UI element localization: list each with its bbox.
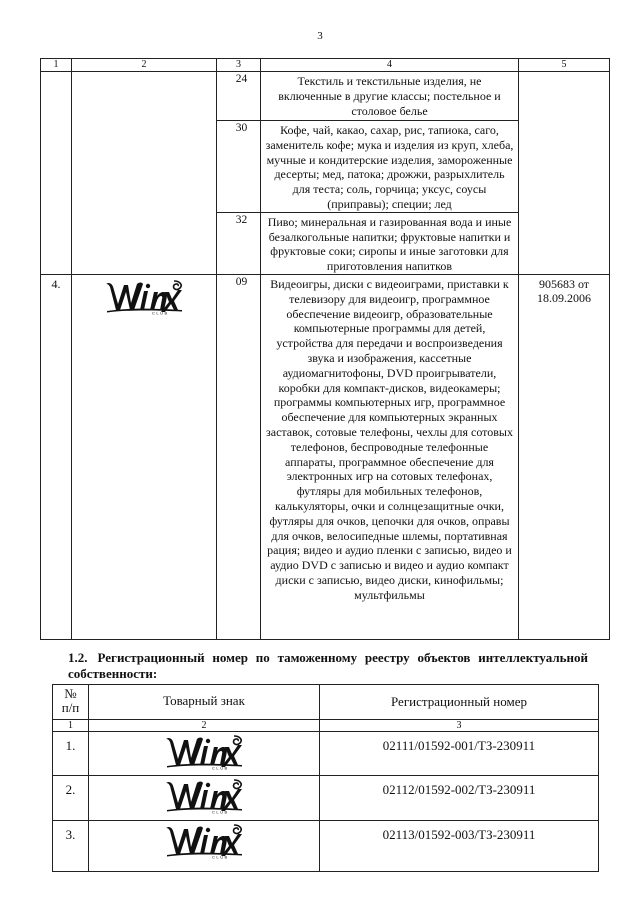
column-index: 2 [89, 720, 320, 732]
column-header-trademark: Товарный знак [89, 685, 320, 720]
section-heading [68, 650, 588, 682]
column-index: 1 [53, 720, 89, 732]
winx-club-logo-icon [164, 732, 244, 770]
trademark-cell [89, 776, 320, 821]
column-header-registration: Регистрационный номер [320, 685, 599, 720]
customs-registry-table [52, 684, 599, 872]
svg-text:CLUB: CLUB [212, 854, 229, 859]
registration-number: 905683 от [538, 276, 590, 291]
row-number-cell: 2. [53, 776, 89, 821]
goods-description: Видеоигры, диски с видеоиграми, приставки к телевизору для видеоигр, программное обеспечение видеоигр, образовательные компьютерные программы для детей, устройства для передачи и воспроизведения звука и изображения, кассетные аудиомагнитофоны, DVD проигрыватели, коробки для компакт-дисков, видеокамеры; программы компьютерных игр, программное обеспечение для компьютерных экранных заставок, сотовые телефоны, чехлы для сотовых телефонов, беспроводные телефонные аппараты, программное обеспечение для электронных игр на сотовых телефонах, футляры для мобильных телефонов, калькуляторы, очки и солнцезащитные очки, футляры для очков, цепочки для очков, оправы для очков, велосипедные шлемы, портативная рация; видео и аудио пленки с записью, видео и аудио DVD с записью и видео и аудио компакт диски с записью, видео диски, кинофильмы; мультфильмы [261, 274, 519, 639]
class-number: 32 [217, 212, 261, 274]
goods-description: Текстиль и текстильные изделия, не включенные в другие классы; постельное и столовое белье [261, 72, 519, 121]
column-header: 5 [519, 59, 610, 72]
registration-number-cell: 02111/01592-001/ТЗ-230911 [320, 732, 599, 776]
section-title-text: Регистрационный номер по таможенному реестру объектов интеллектуальной собственности: [68, 650, 588, 681]
header-num-line1: № [64, 686, 77, 701]
svg-text:CLUB: CLUB [212, 809, 229, 814]
goods-description: Пиво; минеральная и газированная вода и иные безалкогольные напитки; фруктовые напитки и фруктовые соки; сиропы и иные заготовки для приготовления напитков [261, 212, 519, 274]
table-row [53, 776, 599, 821]
column-header: 1 [41, 59, 72, 72]
column-header-number [53, 685, 89, 720]
registration-number-cell: 02112/01592-002/ТЗ-230911 [320, 776, 599, 821]
trademark-cell [89, 732, 320, 776]
winx-club-logo-icon [104, 277, 184, 315]
table-header-row [53, 685, 599, 720]
registration-number-cell: 02113/01592-003/ТЗ-230911 [320, 821, 599, 872]
class-number: 09 [217, 274, 261, 639]
column-header: 3 [217, 59, 261, 72]
table-row [41, 274, 610, 639]
class-number: 24 [217, 72, 261, 121]
column-header: 2 [72, 59, 217, 72]
winx-club-logo-icon [164, 776, 244, 814]
trademark-cell [89, 821, 320, 872]
registration-cell [519, 72, 610, 275]
winx-club-logo-icon [164, 821, 244, 859]
table-row [53, 732, 599, 776]
table-header-row [41, 59, 610, 72]
column-index: 3 [320, 720, 599, 732]
table-subheader-row [53, 720, 599, 732]
trademark-cell [72, 274, 217, 639]
svg-text:CLUB: CLUB [212, 765, 229, 770]
table-row [41, 72, 610, 121]
column-header: 4 [261, 59, 519, 72]
goods-description: Кофе, чай, какао, сахар, рис, тапиока, саго, заменитель кофе; мука и изделия из круп, хлеба, мучные и кондитерские изделия, замороженные десерты; мед, патока; дрожжи, разрыхлитель для теста; соль, горчица; уксус, соусы (приправы); специи; лед [261, 121, 519, 213]
row-number-cell [41, 72, 72, 275]
class-number: 30 [217, 121, 261, 213]
section-number: 1.2. [68, 650, 88, 665]
trademark-cell [72, 72, 217, 275]
table-row [53, 821, 599, 872]
row-number-cell: 1. [53, 732, 89, 776]
registration-cell [519, 274, 610, 639]
row-number-cell: 3. [53, 821, 89, 872]
registration-date: 18.09.2006 [537, 290, 591, 305]
page-number: 3 [317, 30, 323, 42]
goods-classes-table [40, 58, 610, 640]
header-num-line2: п/п [61, 700, 80, 715]
svg-text:CLUB: CLUB [152, 310, 169, 315]
row-number-cell: 4. [41, 274, 72, 639]
